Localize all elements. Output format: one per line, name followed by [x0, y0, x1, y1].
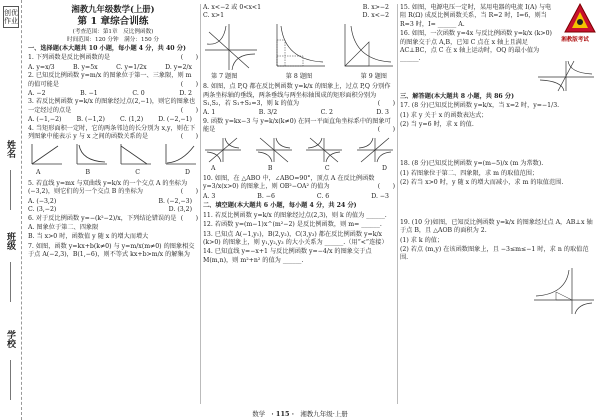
option: A. x<−2 或 0<x<1 — [203, 4, 262, 11]
figures-7-8-9 — [203, 22, 395, 72]
binding-strip — [0, 0, 22, 420]
footer-book: 湘教九年级·上册 — [300, 410, 348, 418]
graph-b — [254, 136, 294, 164]
option: C. (3,−2) — [28, 206, 57, 214]
chapter-title: 第 1 章综合训练 — [77, 16, 149, 27]
question-18-part-1: (1) 若图象位于第二、四象限，求 m 的取值范围； — [400, 169, 539, 177]
question-7: 7. 如图，函数 y=kx+b(k≠0) 与 y=m/x(m≠0) 的图象相交于点 A(−2,3)，B(1,−6)，则不等式 kx+b>m/x 的解集为 — [28, 242, 195, 259]
option: A. 1 — [203, 109, 216, 117]
option: B. 3/2 — [258, 109, 278, 117]
answer-space[interactable] — [400, 130, 596, 160]
option: A. −2 — [28, 90, 46, 98]
question-3-options — [28, 116, 198, 124]
question-4-graphs — [28, 142, 198, 168]
class-line — [10, 262, 11, 302]
question-5-options — [28, 206, 198, 214]
school-label: 学校 — [5, 330, 15, 348]
section-1-heading: 一、选择题(本大题共 10 小题，每小题 4 分，共 40 分) — [28, 45, 186, 52]
question-1: 1. 下列函数是反比例函数的是 ( ) — [28, 54, 198, 62]
option: C. x>1 — [203, 12, 225, 20]
column-1 — [28, 4, 198, 261]
option: B. (−2,−3) — [158, 197, 192, 205]
page-number: · 115 · — [271, 410, 295, 418]
option: B. −6 — [257, 192, 275, 200]
option: B. x>−2 — [362, 4, 389, 11]
graph-d — [162, 142, 198, 168]
option: D. 3 — [376, 109, 389, 117]
question-6: 6. 对于反比例函数 y=−(k²−2)/x，下列结论错误的是 ( ) — [28, 214, 198, 222]
option: D — [382, 164, 387, 172]
figure-labels — [203, 73, 395, 81]
class-label: 班级 — [5, 232, 15, 250]
question-10-options — [203, 193, 395, 201]
figure-8 — [271, 22, 327, 72]
footer-subject: 数学 — [252, 410, 266, 418]
option: C. y=1/2x — [116, 63, 147, 71]
figure-label: 第 7 题图 — [211, 72, 238, 80]
book-title: 湘教九年级数学(上册) — [71, 4, 155, 14]
question-14: 14. 已知直线 y=−x+1 与反比例函数 y=−4/x 的图象交于点 M(m,n)，则 m²+n² 的值为 ______. — [203, 248, 372, 264]
column-divider — [200, 4, 201, 404]
option: D. −3 — [371, 192, 389, 200]
question-4: 4. 当矩形面积一定时，它的两条邻边的长分别为 x,y，则在下列图象中能表示 y 与 x 之间的函数关系的是 ( ) — [28, 124, 198, 141]
option: B. (−1,2) — [76, 116, 105, 124]
option: A. (−3,2) — [28, 197, 57, 205]
option: C. 0 — [132, 90, 145, 98]
option: C. 2 — [320, 109, 333, 117]
question-3: 3. 若反比例函数 y=k/x 的图象经过点(2,−1)，则它的图象也一定经过的点是 ( ) — [28, 98, 198, 114]
option: D. (−2,−1) — [158, 116, 192, 124]
column-2 — [203, 4, 395, 266]
option: B. −1 — [80, 90, 98, 98]
section-2-heading: 二、填空题(本大题共 6 小题，每小题 4 分，共 24 分) — [203, 202, 357, 210]
question-9: 9. 函数 y=kx−3 与 y=k/x(k≠0) 在同一平面直角坐标系中的图象可能是 ( ) — [203, 117, 395, 134]
option: B — [267, 164, 273, 172]
option: D. x<−2 — [362, 12, 389, 20]
binding-tag: 创优作业 — [3, 6, 19, 28]
question-1-options — [28, 64, 198, 72]
section-3-heading: 三、解答题(本大题共 8 小题，共 86 分) — [400, 92, 515, 100]
option: B. y=5x — [73, 63, 98, 71]
question-5-options — [28, 198, 198, 206]
question-19-part-2: (2) 若点 (m,y) 在该函数图象上，且 −3≤m≤−1 时，求 n 的取值范围. — [400, 245, 589, 262]
question-10: 10. 如图，在 △ABO 中，∠ABO=90°，顶点 A 在反比例函数 y=3/x(x>0) 的图象上，则 OB²−OA² 的值为 ( ) — [203, 175, 395, 191]
name-line — [10, 170, 11, 210]
question-11: 11. 若反比例函数 y=k/x 的图象经过点(2,3)，则 k 的值为 ______. — [203, 211, 387, 219]
graph-c — [117, 142, 153, 168]
figure-16 — [536, 59, 596, 93]
option: B — [85, 169, 91, 177]
figure-label: 第 9 题图 — [360, 72, 387, 80]
question-4-options — [28, 169, 198, 177]
graph-b — [73, 142, 109, 168]
graph-a — [28, 142, 64, 168]
option: D. y=2/x — [165, 63, 192, 71]
question-15: 15. 如图，电源电压一定时，某用电器的电流 I(A) 与电阻 R(Ω) 成反比例函数关系，当 R=2 时，I=6，则当 R=3 时，I= ______ A. — [400, 4, 552, 28]
option: D. 2 — [179, 90, 192, 98]
figure-label: 第 8 题图 — [285, 72, 313, 80]
question-9-options — [203, 165, 395, 173]
option: C — [135, 169, 140, 177]
answer-space[interactable] — [400, 189, 596, 219]
graph-d — [355, 136, 395, 164]
question-18-part-2: (2) 若当 x>0 时，y 随 x 的增大而减小，求 m 的取值范围. — [400, 179, 564, 187]
publisher-logo — [563, 2, 597, 36]
graph-c — [304, 136, 344, 164]
option: A — [36, 169, 41, 177]
question-7-options — [203, 4, 395, 12]
question-17: 17. (8 分)已知反比例函数 y=k/x，当 x=2 时，y=−1/3. — [400, 102, 560, 110]
publisher-logo-text: 湘教版考试 — [561, 37, 589, 43]
column-3 — [400, 4, 596, 316]
option: D — [185, 169, 190, 177]
question-9-graphs — [203, 136, 395, 164]
option: C. 6 — [316, 192, 330, 200]
question-8-options — [203, 109, 395, 117]
column-divider — [397, 4, 398, 404]
scope-line: (考查范围：第1章 反比例函数) — [72, 29, 154, 35]
figure-9 — [339, 22, 395, 72]
question-6-option-b: B. 当 x>0 时，函数值 y 随 x 的增大而增大 — [28, 233, 149, 241]
graph-a — [203, 136, 243, 164]
question-12: 12. 若函数 y=(m−1)x^(m²−2) 是反比例函数，则 m= ______. — [203, 221, 382, 229]
question-5: 5. 若直线 y=mx 与双曲线 y=k/x 的一个交点 A 的坐标为(−3,2)，则它们的另一个交点 B 的坐标为 ( ) — [28, 179, 198, 196]
option: A. (−1,−2) — [28, 116, 62, 124]
time-score-line: 时间范围：120 分钟 满分：150 分 — [66, 37, 160, 43]
question-7-options — [203, 12, 395, 20]
question-2: 2. 已知反比例函数 y=m/x 的图象位于第一、三象限，则 m 的值可能是 ( ) — [28, 72, 198, 88]
question-19: 19. (10 分)如图，已知反比例函数 y=k/x 的图象经过点 A，AB⊥x 轴于点 B，且 △AOB 的面积为 2. — [400, 218, 593, 235]
option: A. y=x/3 — [28, 63, 55, 71]
option: D. (3,2) — [168, 206, 192, 214]
question-17-part-2: (2) 当 y=6 时，求 x 的值. — [400, 121, 474, 129]
question-19-part-1: (1) 求 k 的值； — [400, 236, 444, 244]
question-17-part-1: (1) 求 y 关于 x 的函数表达式； — [400, 111, 488, 119]
option: C — [324, 164, 330, 172]
question-16: 16. 如图，一次函数 y=4x 与反比例函数 y=k/x (k>0) 的图象交于点 A,B，已知 C 点在 x 轴上且满足 AC⊥BC，点 C 在 x 轴上运动时，OQ 的最小值为 ______. — [400, 30, 552, 63]
question-13: 13. 已知点 A(−1,y₁)，B(2,y₂)，C(3,y₃) 都在反比例函数 y=k/x (k>0) 的图象上，则 y₁,y₂,y₃ 的大小关系为 ______.（用“<”连接） — [203, 230, 388, 246]
question-18: 18. (8 分)已知反比例函数 y=(m−5)/x (m 为常数). — [400, 160, 544, 168]
figure-19 — [532, 266, 596, 316]
page-footer — [0, 409, 600, 418]
question-8: 8. 如图，点 P,Q 都在反比例函数 y=k/x 的图象上，过点 P,Q 分别作两条坐标轴的垂线，两条垂线与两坐标轴围成的矩形面积分别为 S₁,S₂，若 S₁+S₂=3，则 k 的值为 ( ) — [203, 83, 395, 108]
option: A. 3 — [203, 192, 216, 200]
question-6-option-a: A. 图象位于第二、四象限 — [28, 223, 99, 231]
option: C. (1,2) — [120, 116, 144, 124]
figure-7 — [203, 22, 259, 72]
option: A — [211, 164, 216, 172]
school-line — [10, 360, 11, 400]
name-label: 姓名 — [5, 140, 15, 158]
